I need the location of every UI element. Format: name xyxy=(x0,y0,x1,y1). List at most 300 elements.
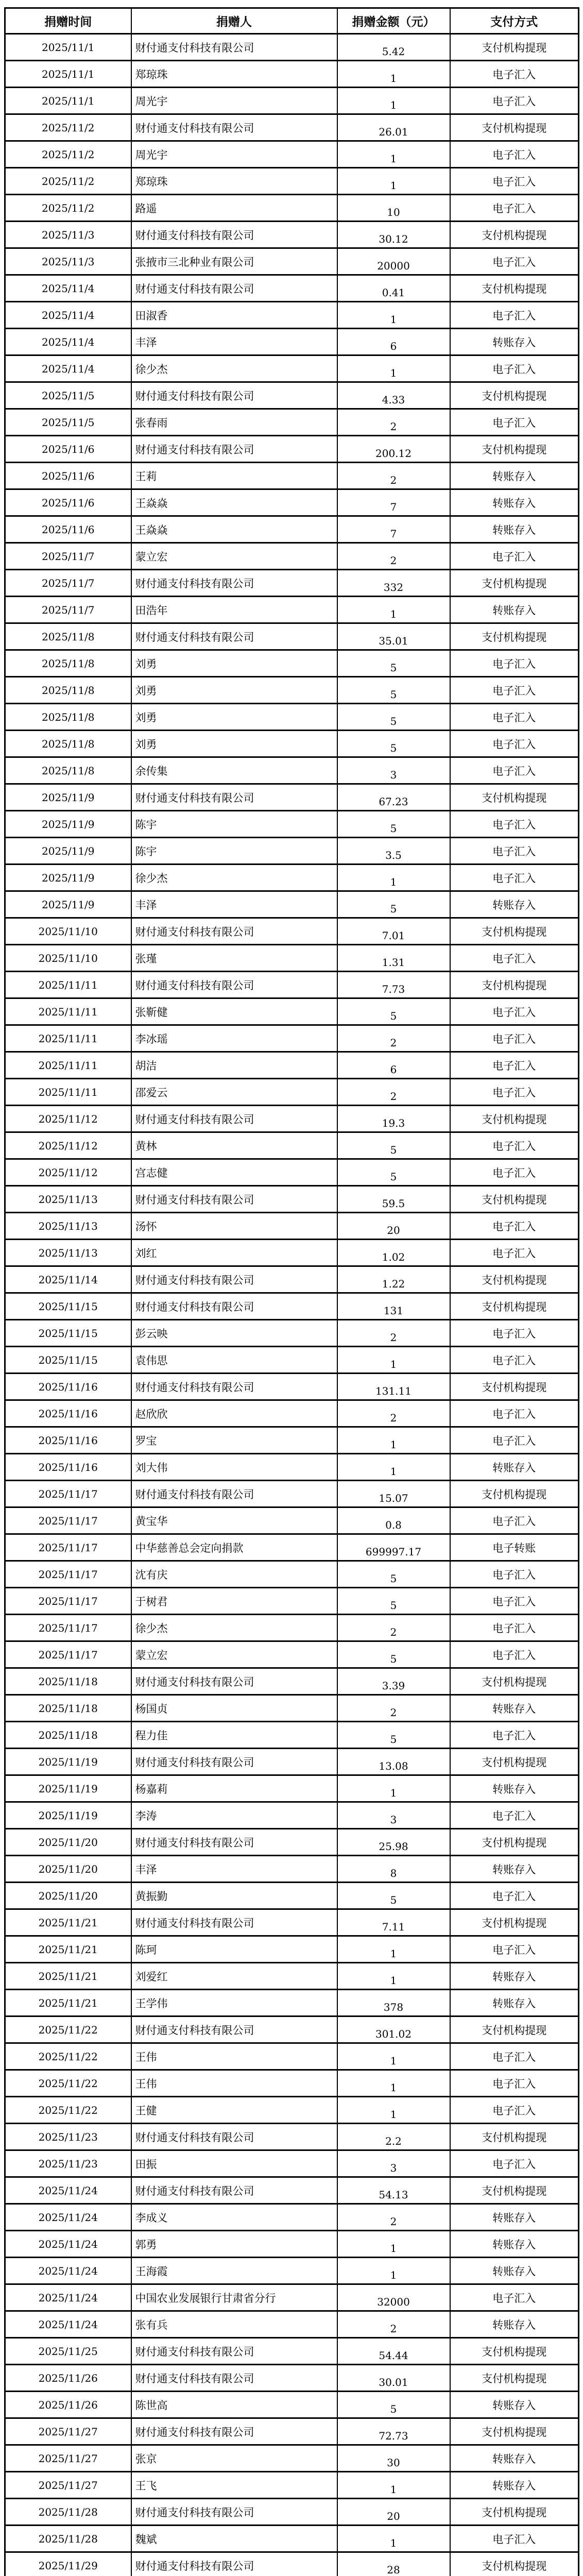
cell-amount: 131 xyxy=(337,1293,450,1320)
cell-payment-method: 电子汇入 xyxy=(450,409,579,436)
cell-donation-time: 2025/11/24 xyxy=(5,2204,131,2231)
cell-amount: 1 xyxy=(337,2472,450,2499)
cell-donor: 财付通支付科技有限公司 xyxy=(131,2016,337,2043)
cell-payment-method: 电子汇入 xyxy=(450,302,579,329)
cell-donor: 张有兵 xyxy=(131,2311,337,2338)
cell-donor: 徐少杰 xyxy=(131,1615,337,1641)
cell-donation-time: 2025/11/23 xyxy=(5,2150,131,2177)
cell-amount: 2 xyxy=(337,1615,450,1641)
cell-donation-time: 2025/11/7 xyxy=(5,597,131,623)
table-row xyxy=(5,222,579,248)
column-header-donor: 捐赠人 xyxy=(131,8,337,34)
cell-donor: 财付通支付科技有限公司 xyxy=(131,784,337,811)
cell-payment-method: 电子汇入 xyxy=(450,1641,579,1668)
cell-donation-time: 2025/11/4 xyxy=(5,302,131,329)
table-row xyxy=(5,1400,579,1427)
cell-donation-time: 2025/11/8 xyxy=(5,731,131,757)
table-row xyxy=(5,1775,579,1802)
cell-payment-method: 电子汇入 xyxy=(450,2070,579,2097)
cell-donor: 刘红 xyxy=(131,1240,337,1266)
cell-payment-method: 支付机构提现 xyxy=(450,1293,579,1320)
cell-amount: 3.39 xyxy=(337,1668,450,1695)
cell-donation-time: 2025/11/26 xyxy=(5,2365,131,2392)
cell-payment-method: 电子汇入 xyxy=(450,838,579,865)
cell-payment-method: 电子汇入 xyxy=(450,2097,579,2124)
cell-amount: 1 xyxy=(337,1936,450,1963)
cell-amount: 2 xyxy=(337,1400,450,1427)
cell-amount: 26.01 xyxy=(337,114,450,141)
cell-donation-time: 2025/11/17 xyxy=(5,1588,131,1615)
cell-amount: 30.12 xyxy=(337,222,450,248)
table-row xyxy=(5,61,579,88)
cell-donor: 王伟 xyxy=(131,2043,337,2070)
cell-donor: 沈有庆 xyxy=(131,1561,337,1588)
cell-amount: 5 xyxy=(337,891,450,918)
cell-payment-method: 电子汇入 xyxy=(450,355,579,382)
cell-donation-time: 2025/11/5 xyxy=(5,382,131,409)
table-row xyxy=(5,650,579,677)
cell-donor: 财付通支付科技有限公司 xyxy=(131,2177,337,2204)
cell-payment-method: 支付机构提现 xyxy=(450,1481,579,1507)
cell-amount: 2 xyxy=(337,1079,450,1106)
table-row xyxy=(5,972,579,998)
table-row xyxy=(5,1829,579,1856)
table-row xyxy=(5,2472,579,2499)
cell-payment-method: 电子汇入 xyxy=(450,704,579,731)
cell-amount: 6 xyxy=(337,1052,450,1079)
table-row xyxy=(5,168,579,195)
cell-amount: 3 xyxy=(337,2150,450,2177)
cell-donor: 彭云映 xyxy=(131,1320,337,1347)
cell-donation-time: 2025/11/12 xyxy=(5,1106,131,1132)
cell-donor: 陈宇 xyxy=(131,811,337,838)
cell-payment-method: 支付机构提现 xyxy=(450,2124,579,2150)
cell-donor: 中国农业发展银行甘肃省分行 xyxy=(131,2284,337,2311)
table-row xyxy=(5,436,579,463)
cell-amount: 10 xyxy=(337,195,450,222)
table-row xyxy=(5,704,579,731)
table-row xyxy=(5,2552,579,2576)
cell-payment-method: 电子汇入 xyxy=(450,1132,579,1159)
table-row xyxy=(5,623,579,650)
cell-donation-time: 2025/11/4 xyxy=(5,329,131,355)
table-row xyxy=(5,2445,579,2472)
cell-donation-time: 2025/11/6 xyxy=(5,463,131,489)
cell-donation-time: 2025/11/4 xyxy=(5,275,131,302)
cell-donation-time: 2025/11/21 xyxy=(5,1909,131,1936)
cell-payment-method: 转账存入 xyxy=(450,2311,579,2338)
cell-payment-method: 电子汇入 xyxy=(450,865,579,891)
cell-amount: 301.02 xyxy=(337,2016,450,2043)
cell-payment-method: 电子汇入 xyxy=(450,811,579,838)
cell-donor: 路遥 xyxy=(131,195,337,222)
cell-donor: 张靳健 xyxy=(131,998,337,1025)
cell-payment-method: 转账存入 xyxy=(450,329,579,355)
cell-donation-time: 2025/11/24 xyxy=(5,2177,131,2204)
cell-amount: 3 xyxy=(337,1802,450,1829)
cell-donor: 田淑香 xyxy=(131,302,337,329)
cell-payment-method: 转账存入 xyxy=(450,891,579,918)
cell-donor: 王飞 xyxy=(131,2472,337,2499)
cell-donor: 周光宇 xyxy=(131,141,337,168)
table-row xyxy=(5,195,579,222)
cell-donation-time: 2025/11/24 xyxy=(5,2284,131,2311)
cell-payment-method: 支付机构提现 xyxy=(450,2365,579,2392)
cell-amount: 1 xyxy=(337,61,450,88)
cell-payment-method: 电子汇入 xyxy=(450,1079,579,1106)
cell-donor: 王焱焱 xyxy=(131,516,337,543)
cell-donor: 财付通支付科技有限公司 xyxy=(131,222,337,248)
cell-payment-method: 电子汇入 xyxy=(450,141,579,168)
cell-amount: 2 xyxy=(337,1025,450,1052)
cell-donor: 黄宝华 xyxy=(131,1507,337,1534)
cell-payment-method: 支付机构提现 xyxy=(450,1909,579,1936)
cell-donation-time: 2025/11/20 xyxy=(5,1856,131,1883)
table-row xyxy=(5,945,579,972)
cell-donation-time: 2025/11/24 xyxy=(5,2231,131,2258)
cell-donation-time: 2025/11/12 xyxy=(5,1132,131,1159)
table-row xyxy=(5,2016,579,2043)
table-row xyxy=(5,838,579,865)
table-row xyxy=(5,2124,579,2150)
table-row xyxy=(5,516,579,543)
cell-donation-time: 2025/11/16 xyxy=(5,1400,131,1427)
cell-donation-time: 2025/11/20 xyxy=(5,1829,131,1856)
cell-payment-method: 转账存入 xyxy=(450,463,579,489)
cell-amount: 3.5 xyxy=(337,838,450,865)
cell-payment-method: 电子汇入 xyxy=(450,1507,579,1534)
cell-donor: 张瑾 xyxy=(131,945,337,972)
cell-donor: 张春雨 xyxy=(131,409,337,436)
table-row xyxy=(5,1025,579,1052)
cell-donation-time: 2025/11/20 xyxy=(5,1883,131,1909)
cell-donor: 王伟 xyxy=(131,2070,337,2097)
cell-donation-time: 2025/11/6 xyxy=(5,516,131,543)
cell-donor: 财付通支付科技有限公司 xyxy=(131,2365,337,2392)
cell-donation-time: 2025/11/27 xyxy=(5,2418,131,2445)
cell-donation-time: 2025/11/3 xyxy=(5,248,131,275)
table-row xyxy=(5,731,579,757)
cell-donor: 郭勇 xyxy=(131,2231,337,2258)
table-row xyxy=(5,34,579,61)
cell-payment-method: 转账存入 xyxy=(450,2258,579,2284)
cell-amount: 2 xyxy=(337,463,450,489)
table-row xyxy=(5,570,579,597)
cell-payment-method: 转账存入 xyxy=(450,597,579,623)
table-row xyxy=(5,489,579,516)
table-row xyxy=(5,302,579,329)
cell-donation-time: 2025/11/5 xyxy=(5,409,131,436)
cell-donation-time: 2025/11/16 xyxy=(5,1427,131,1454)
cell-amount: 20 xyxy=(337,2499,450,2526)
table-row xyxy=(5,1990,579,2016)
cell-donation-time: 2025/11/22 xyxy=(5,2043,131,2070)
cell-amount: 1 xyxy=(337,355,450,382)
cell-donor: 胡洁 xyxy=(131,1052,337,1079)
cell-payment-method: 电子汇入 xyxy=(450,1802,579,1829)
table-row xyxy=(5,757,579,784)
cell-donor: 财付通支付科技有限公司 xyxy=(131,918,337,945)
table-row xyxy=(5,2177,579,2204)
cell-payment-method: 电子汇入 xyxy=(450,1052,579,1079)
cell-payment-method: 支付机构提现 xyxy=(450,2016,579,2043)
cell-donation-time: 2025/11/7 xyxy=(5,570,131,597)
cell-amount: 7 xyxy=(337,516,450,543)
table-row xyxy=(5,2043,579,2070)
cell-donor: 田振 xyxy=(131,2150,337,2177)
cell-payment-method: 电子汇入 xyxy=(450,1213,579,1240)
cell-donor: 丰泽 xyxy=(131,329,337,355)
table-row xyxy=(5,677,579,704)
cell-donation-time: 2025/11/16 xyxy=(5,1374,131,1400)
cell-payment-method: 支付机构提现 xyxy=(450,1829,579,1856)
cell-amount: 72.73 xyxy=(337,2418,450,2445)
cell-donation-time: 2025/11/19 xyxy=(5,1802,131,1829)
table-row xyxy=(5,1534,579,1561)
cell-amount: 2 xyxy=(337,543,450,570)
cell-amount: 5 xyxy=(337,1588,450,1615)
table-header xyxy=(5,8,579,34)
cell-payment-method: 电子汇入 xyxy=(450,88,579,114)
cell-donor: 刘大伟 xyxy=(131,1454,337,1481)
cell-donation-time: 2025/11/6 xyxy=(5,436,131,463)
cell-amount: 1 xyxy=(337,2097,450,2124)
cell-payment-method: 电子汇入 xyxy=(450,1400,579,1427)
table-row xyxy=(5,141,579,168)
cell-amount: 1 xyxy=(337,865,450,891)
cell-donor: 罗宝 xyxy=(131,1427,337,1454)
cell-donation-time: 2025/11/17 xyxy=(5,1507,131,1534)
table-row xyxy=(5,355,579,382)
cell-amount: 4.33 xyxy=(337,382,450,409)
cell-donor: 财付通支付科技有限公司 xyxy=(131,436,337,463)
cell-donor: 汤怀 xyxy=(131,1213,337,1240)
cell-donation-time: 2025/11/15 xyxy=(5,1293,131,1320)
cell-donor: 王焱焱 xyxy=(131,489,337,516)
cell-donation-time: 2025/11/14 xyxy=(5,1266,131,1293)
cell-amount: 54.44 xyxy=(337,2338,450,2365)
cell-donation-time: 2025/11/25 xyxy=(5,2338,131,2365)
cell-amount: 5 xyxy=(337,1883,450,1909)
cell-payment-method: 支付机构提现 xyxy=(450,2338,579,2365)
cell-donor: 王海霞 xyxy=(131,2258,337,2284)
cell-donation-time: 2025/11/29 xyxy=(5,2552,131,2576)
cell-donor: 田浩年 xyxy=(131,597,337,623)
cell-donation-time: 2025/11/27 xyxy=(5,2445,131,2472)
cell-donor: 刘爱红 xyxy=(131,1963,337,1990)
cell-amount: 7.73 xyxy=(337,972,450,998)
cell-donor: 宫志健 xyxy=(131,1159,337,1186)
cell-donor: 财付通支付科技有限公司 xyxy=(131,1266,337,1293)
cell-amount: 5 xyxy=(337,1561,450,1588)
cell-payment-method: 电子汇入 xyxy=(450,650,579,677)
cell-donation-time: 2025/11/2 xyxy=(5,141,131,168)
cell-donation-time: 2025/11/8 xyxy=(5,623,131,650)
cell-amount: 5 xyxy=(337,650,450,677)
cell-payment-method: 电子汇入 xyxy=(450,2526,579,2552)
cell-donation-time: 2025/11/23 xyxy=(5,2124,131,2150)
cell-payment-method: 转账存入 xyxy=(450,2392,579,2418)
cell-amount: 1 xyxy=(337,1454,450,1481)
cell-donor: 中华慈善总会定向捐款 xyxy=(131,1534,337,1561)
cell-donation-time: 2025/11/21 xyxy=(5,1936,131,1963)
cell-donation-time: 2025/11/9 xyxy=(5,865,131,891)
cell-payment-method: 转账存入 xyxy=(450,1695,579,1722)
cell-amount: 1 xyxy=(337,1347,450,1374)
table-row xyxy=(5,114,579,141)
cell-amount: 5 xyxy=(337,1159,450,1186)
cell-donation-time: 2025/11/3 xyxy=(5,222,131,248)
cell-amount: 19.3 xyxy=(337,1106,450,1132)
table-row xyxy=(5,784,579,811)
cell-payment-method: 电子汇入 xyxy=(450,1883,579,1909)
cell-payment-method: 支付机构提现 xyxy=(450,34,579,61)
cell-donor: 财付通支付科技有限公司 xyxy=(131,570,337,597)
cell-donation-time: 2025/11/10 xyxy=(5,918,131,945)
cell-payment-method: 电子汇入 xyxy=(450,677,579,704)
cell-payment-method: 支付机构提现 xyxy=(450,1668,579,1695)
cell-amount: 7 xyxy=(337,489,450,516)
cell-amount: 59.5 xyxy=(337,1186,450,1213)
cell-payment-method: 支付机构提现 xyxy=(450,275,579,302)
cell-amount: 1 xyxy=(337,302,450,329)
cell-donor: 刘勇 xyxy=(131,704,337,731)
cell-donation-time: 2025/11/22 xyxy=(5,2016,131,2043)
cell-amount: 1.22 xyxy=(337,1266,450,1293)
cell-donation-time: 2025/11/11 xyxy=(5,972,131,998)
cell-donor: 丰泽 xyxy=(131,891,337,918)
cell-donor: 财付通支付科技有限公司 xyxy=(131,275,337,302)
table-row xyxy=(5,1963,579,1990)
cell-donation-time: 2025/11/11 xyxy=(5,1025,131,1052)
cell-payment-method: 支付机构提现 xyxy=(450,382,579,409)
cell-payment-method: 支付机构提现 xyxy=(450,2418,579,2445)
cell-donor: 王学伟 xyxy=(131,1990,337,2016)
cell-donor: 徐少杰 xyxy=(131,355,337,382)
cell-payment-method: 转账存入 xyxy=(450,489,579,516)
cell-payment-method: 转账存入 xyxy=(450,516,579,543)
table-row xyxy=(5,597,579,623)
cell-donor: 财付通支付科技有限公司 xyxy=(131,1186,337,1213)
cell-payment-method: 电子汇入 xyxy=(450,1561,579,1588)
cell-payment-method: 转账存入 xyxy=(450,2445,579,2472)
cell-amount: 13.08 xyxy=(337,1749,450,1775)
table-row xyxy=(5,1749,579,1775)
cell-donation-time: 2025/11/22 xyxy=(5,2097,131,2124)
cell-donation-time: 2025/11/17 xyxy=(5,1534,131,1561)
cell-amount: 699997.17 xyxy=(337,1534,450,1561)
cell-amount: 25.98 xyxy=(337,1829,450,1856)
cell-donation-time: 2025/11/19 xyxy=(5,1749,131,1775)
cell-amount: 6 xyxy=(337,329,450,355)
cell-donor: 财付通支付科技有限公司 xyxy=(131,2124,337,2150)
table-row xyxy=(5,382,579,409)
cell-amount: 5 xyxy=(337,677,450,704)
cell-amount: 2 xyxy=(337,409,450,436)
cell-donor: 财付通支付科技有限公司 xyxy=(131,1374,337,1400)
cell-amount: 2.2 xyxy=(337,2124,450,2150)
table-row xyxy=(5,2526,579,2552)
cell-amount: 1 xyxy=(337,1963,450,1990)
table-row xyxy=(5,918,579,945)
donation-table xyxy=(4,7,579,2576)
cell-payment-method: 支付机构提现 xyxy=(450,1106,579,1132)
table-row xyxy=(5,1266,579,1293)
table-row xyxy=(5,1641,579,1668)
cell-donor: 财付通支付科技有限公司 xyxy=(131,1668,337,1695)
table-row xyxy=(5,2204,579,2231)
table-row xyxy=(5,1909,579,1936)
table-row xyxy=(5,1561,579,1588)
table-row xyxy=(5,2070,579,2097)
cell-amount: 5 xyxy=(337,2392,450,2418)
cell-amount: 30 xyxy=(337,2445,450,2472)
cell-donor: 王莉 xyxy=(131,463,337,489)
cell-payment-method: 电子汇入 xyxy=(450,195,579,222)
cell-donor: 蒙立宏 xyxy=(131,543,337,570)
cell-donation-time: 2025/11/18 xyxy=(5,1695,131,1722)
table-row xyxy=(5,2150,579,2177)
cell-amount: 20 xyxy=(337,1213,450,1240)
cell-amount: 131.11 xyxy=(337,1374,450,1400)
cell-amount: 54.13 xyxy=(337,2177,450,2204)
cell-amount: 30.01 xyxy=(337,2365,450,2392)
table-row xyxy=(5,1320,579,1347)
table-row xyxy=(5,1507,579,1534)
cell-donation-time: 2025/11/8 xyxy=(5,650,131,677)
cell-donor: 王健 xyxy=(131,2097,337,2124)
cell-donor: 陈世高 xyxy=(131,2392,337,2418)
donation-table-container xyxy=(4,7,579,2576)
table-row xyxy=(5,2284,579,2311)
cell-amount: 1 xyxy=(337,1427,450,1454)
cell-payment-method: 支付机构提现 xyxy=(450,2499,579,2526)
cell-amount: 2 xyxy=(337,2311,450,2338)
cell-payment-method: 支付机构提现 xyxy=(450,222,579,248)
cell-amount: 5 xyxy=(337,1722,450,1749)
table-row xyxy=(5,1240,579,1266)
table-row xyxy=(5,1454,579,1481)
cell-payment-method: 电子汇入 xyxy=(450,757,579,784)
cell-donation-time: 2025/11/28 xyxy=(5,2499,131,2526)
cell-donor: 刘勇 xyxy=(131,731,337,757)
cell-donor: 财付通支付科技有限公司 xyxy=(131,34,337,61)
table-row xyxy=(5,1615,579,1641)
cell-donation-time: 2025/11/8 xyxy=(5,757,131,784)
cell-payment-method: 电子汇入 xyxy=(450,1615,579,1641)
cell-donor: 李成义 xyxy=(131,2204,337,2231)
cell-payment-method: 支付机构提现 xyxy=(450,972,579,998)
cell-donation-time: 2025/11/7 xyxy=(5,543,131,570)
cell-donor: 张京 xyxy=(131,2445,337,2472)
cell-donation-time: 2025/11/15 xyxy=(5,1347,131,1374)
cell-amount: 1 xyxy=(337,88,450,114)
cell-donor: 程力佳 xyxy=(131,1722,337,1749)
cell-donor: 魏斌 xyxy=(131,2526,337,2552)
cell-amount: 1 xyxy=(337,2043,450,2070)
cell-payment-method: 转账存入 xyxy=(450,2204,579,2231)
cell-donor: 李冰瑶 xyxy=(131,1025,337,1052)
cell-amount: 0.41 xyxy=(337,275,450,302)
cell-donation-time: 2025/11/18 xyxy=(5,1668,131,1695)
cell-donor: 蒙立宏 xyxy=(131,1641,337,1668)
table-row xyxy=(5,1722,579,1749)
cell-donation-time: 2025/11/17 xyxy=(5,1615,131,1641)
cell-amount: 35.01 xyxy=(337,623,450,650)
cell-amount: 5.42 xyxy=(337,34,450,61)
cell-donor: 财付通支付科技有限公司 xyxy=(131,2418,337,2445)
table-row xyxy=(5,275,579,302)
